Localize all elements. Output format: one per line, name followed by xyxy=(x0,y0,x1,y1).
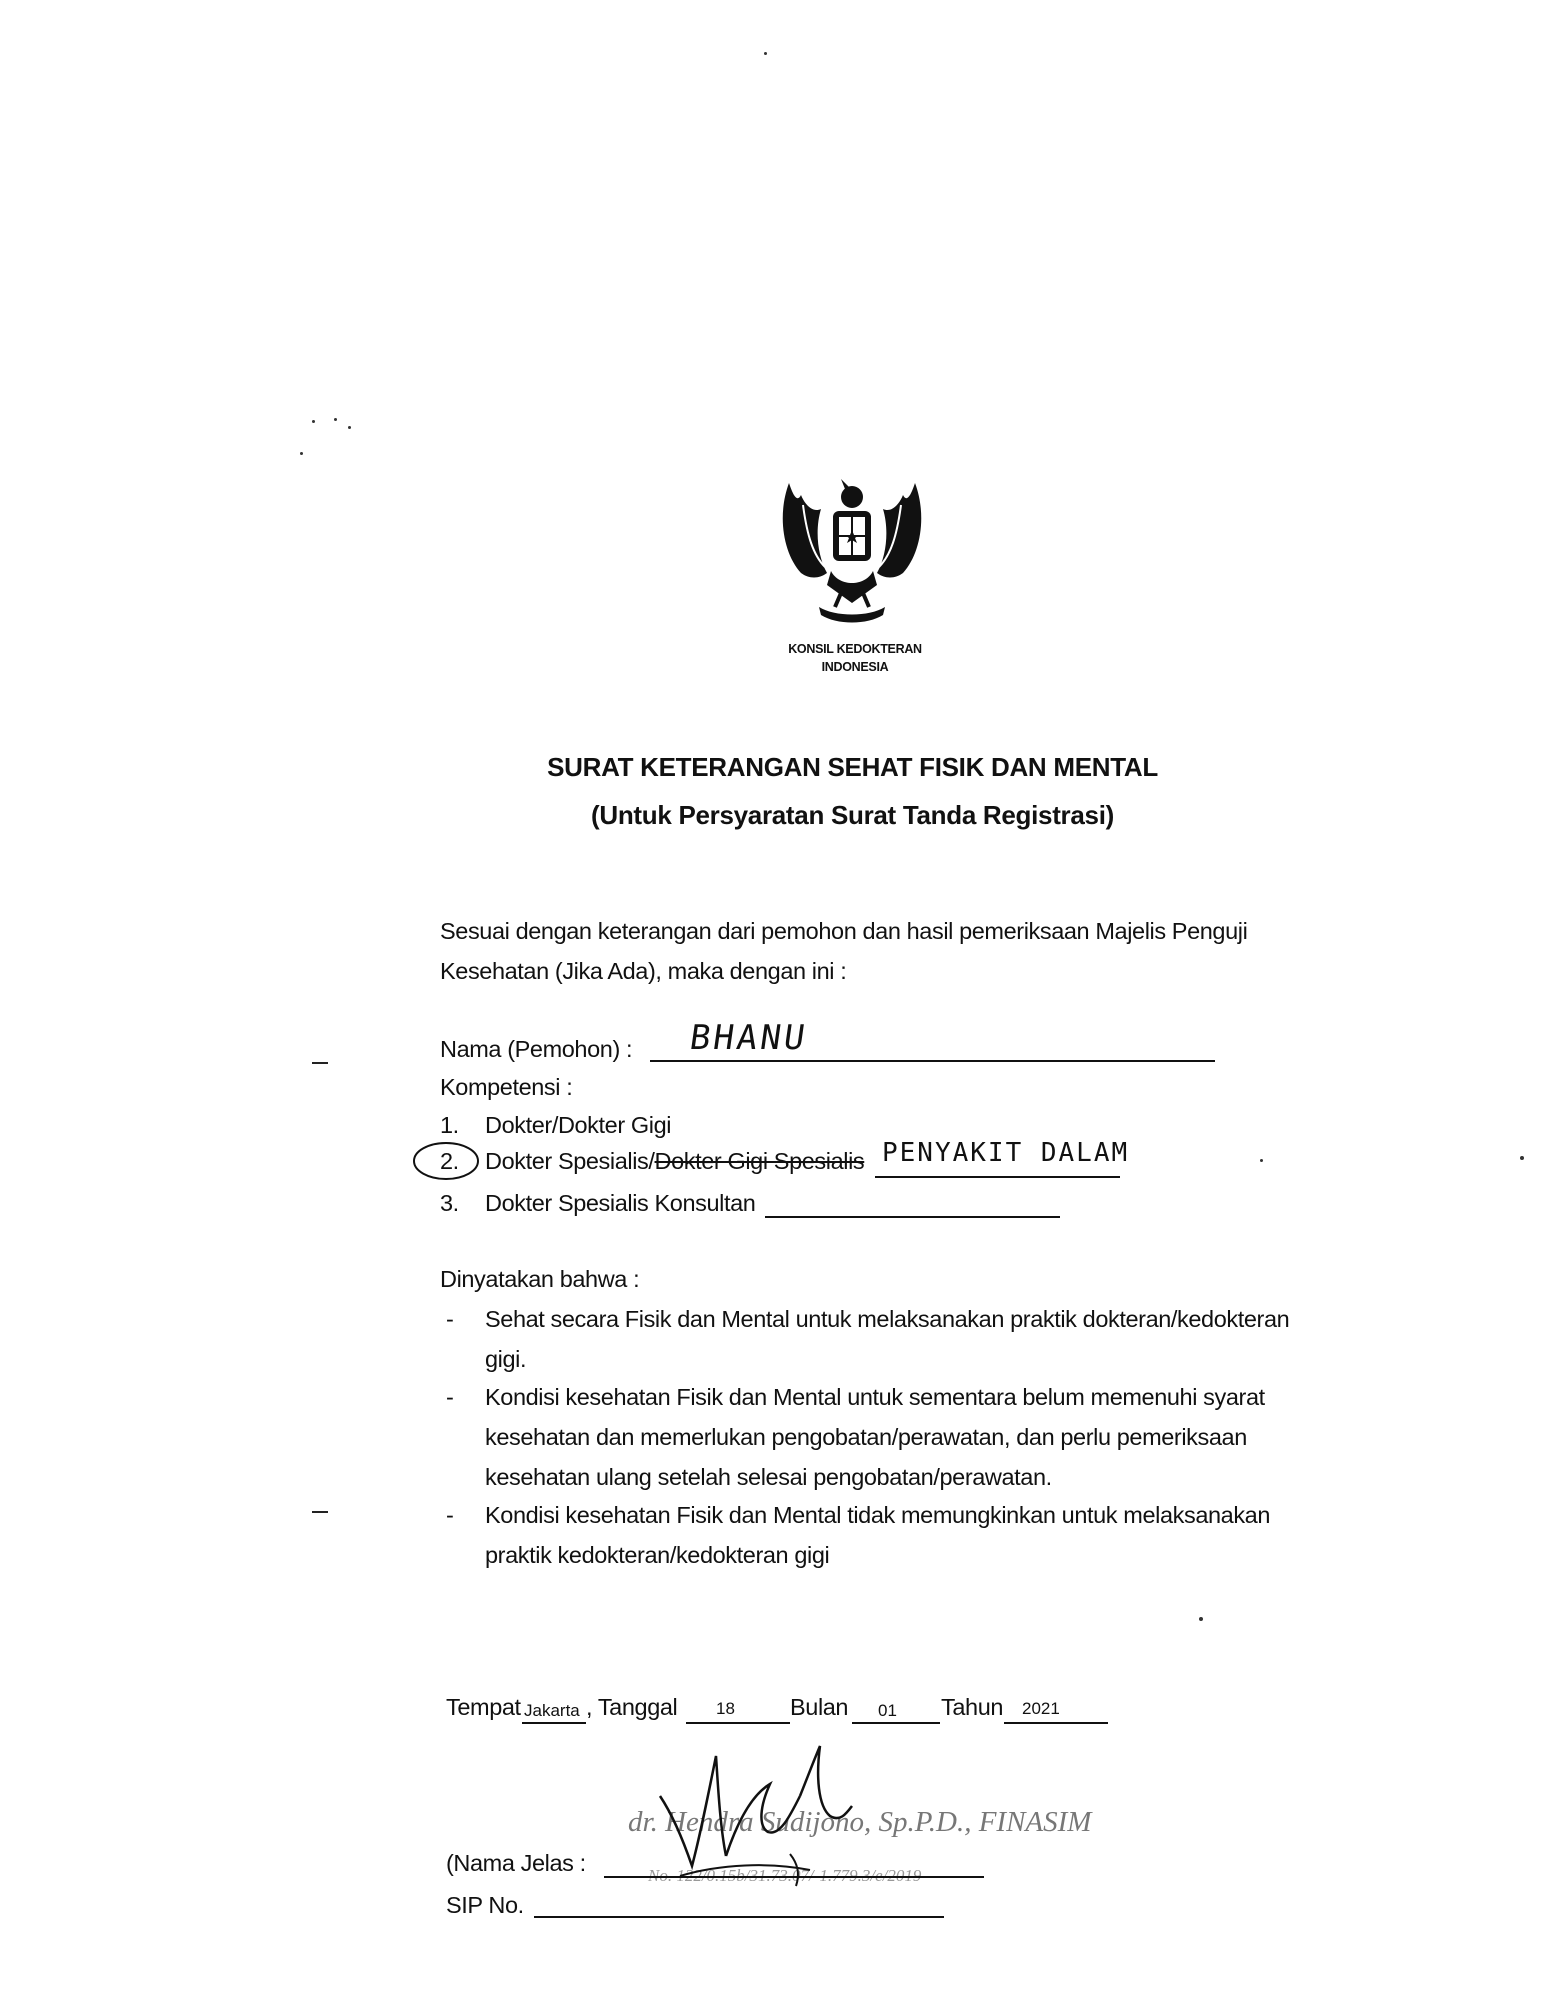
statement-item-2-line-2: kesehatan dan memerlukan pengobatan/perawatan, dan perlu pemeriksaan xyxy=(485,1424,1247,1450)
competence-item-2-text xyxy=(485,1148,864,1175)
doctor-stamp-number: No. 122/0.15b/31.73.07/-1.779.3/e/2019 xyxy=(648,1866,922,1885)
selected-option-circle-icon xyxy=(410,1138,482,1184)
scan-speck xyxy=(348,426,351,429)
scan-speck xyxy=(312,420,315,423)
statement-item-1-bullet: - xyxy=(446,1306,454,1332)
month-line xyxy=(852,1722,940,1724)
scan-margin-mark xyxy=(312,1062,328,1064)
applicant-name-line xyxy=(650,1060,1215,1062)
sip-line xyxy=(534,1916,944,1918)
statement-item-3-line-2: praktik kedokteran/kedokteran gigi xyxy=(485,1542,830,1568)
place-label: Tempat xyxy=(446,1694,521,1720)
scan-speck xyxy=(1199,1617,1203,1621)
competence-item-2-text-a: Dokter Spesialis/ xyxy=(485,1148,655,1174)
document-subtitle: (Untuk Persyaratan Surat Tanda Registrasi) xyxy=(591,800,1114,830)
statement-item-2-line-3: kesehatan ulang setelah selesai pengobatan/perawatan. xyxy=(485,1464,1052,1490)
competence-item-2-line xyxy=(875,1176,1120,1178)
competence-item-2-number: 2. xyxy=(440,1148,459,1174)
statement-label: Dinyatakan bahwa : xyxy=(440,1266,640,1292)
year-value: 2021 xyxy=(1022,1699,1060,1718)
year-label: Tahun xyxy=(941,1694,1004,1720)
place-value: Jakarta xyxy=(524,1701,580,1720)
sip-label: SIP No. xyxy=(446,1892,524,1918)
intro-line-2: Kesehatan (Jika Ada), maka dengan ini : xyxy=(440,958,847,984)
competence-item-3-number: 3. xyxy=(440,1190,459,1216)
document-title: SURAT KETERANGAN SEHAT FISIK DAN MENTAL xyxy=(547,752,1158,782)
signature-image xyxy=(640,1736,880,1896)
issuer-line-2: INDONESIA xyxy=(821,660,889,674)
place-line xyxy=(522,1722,586,1724)
competence-item-1-number: 1. xyxy=(440,1112,459,1138)
issuer-line-1: KONSIL KEDOKTERAN xyxy=(788,642,922,656)
full-name-line xyxy=(604,1876,984,1878)
scan-speck xyxy=(300,452,303,455)
statement-item-3-bullet: - xyxy=(446,1502,454,1528)
month-label: Bulan xyxy=(790,1694,849,1720)
full-name-label: (Nama Jelas : xyxy=(446,1850,586,1876)
garuda-emblem-icon xyxy=(779,475,925,635)
competence-item-3-text: Dokter Spesialis Konsultan xyxy=(485,1190,756,1216)
applicant-name-value: BHANU xyxy=(687,1018,811,1058)
statement-item-1-line-1: Sehat secara Fisik dan Mental untuk melaksanakan praktik dokteran/kedokteran xyxy=(485,1306,1290,1332)
year-line xyxy=(1004,1722,1108,1724)
month-value: 01 xyxy=(878,1701,897,1720)
doctor-stamp-name: dr. Hendra Sudijono, Sp.P.D., FINASIM xyxy=(628,1806,1092,1838)
statement-item-2-line-1: Kondisi kesehatan Fisik dan Mental untuk sementara belum memenuhi syarat xyxy=(485,1384,1265,1410)
competence-item-3-line xyxy=(765,1216,1060,1218)
statement-item-1-line-2: gigi. xyxy=(485,1346,527,1372)
applicant-name-label: Nama (Pemohon) : xyxy=(440,1036,633,1062)
statement-item-3-line-1: Kondisi kesehatan Fisik dan Mental tidak memungkinkan untuk melaksanakan xyxy=(485,1502,1271,1528)
competence-label: Kompetensi : xyxy=(440,1074,573,1100)
day-label: , Tanggal xyxy=(586,1694,678,1720)
competence-item-2-struck-text: Dokter Gigi Spesialis xyxy=(654,1148,865,1174)
scan-speck xyxy=(1260,1159,1263,1162)
intro-line-1: Sesuai dengan keterangan dari pemohon dan hasil pemeriksaan Majelis Penguji xyxy=(440,918,1248,944)
scan-margin-mark xyxy=(312,1511,328,1513)
scan-speck xyxy=(764,52,767,55)
scan-speck xyxy=(334,418,337,421)
scan-speck xyxy=(1520,1156,1524,1160)
statement-item-2-bullet: - xyxy=(446,1384,454,1410)
competence-item-1-text: Dokter/Dokter Gigi xyxy=(485,1112,672,1138)
issuer-name xyxy=(760,640,950,676)
competence-item-2-fill: PENYAKIT DALAM xyxy=(882,1138,1130,1168)
day-value: 18 xyxy=(716,1699,735,1718)
day-line xyxy=(686,1722,790,1724)
